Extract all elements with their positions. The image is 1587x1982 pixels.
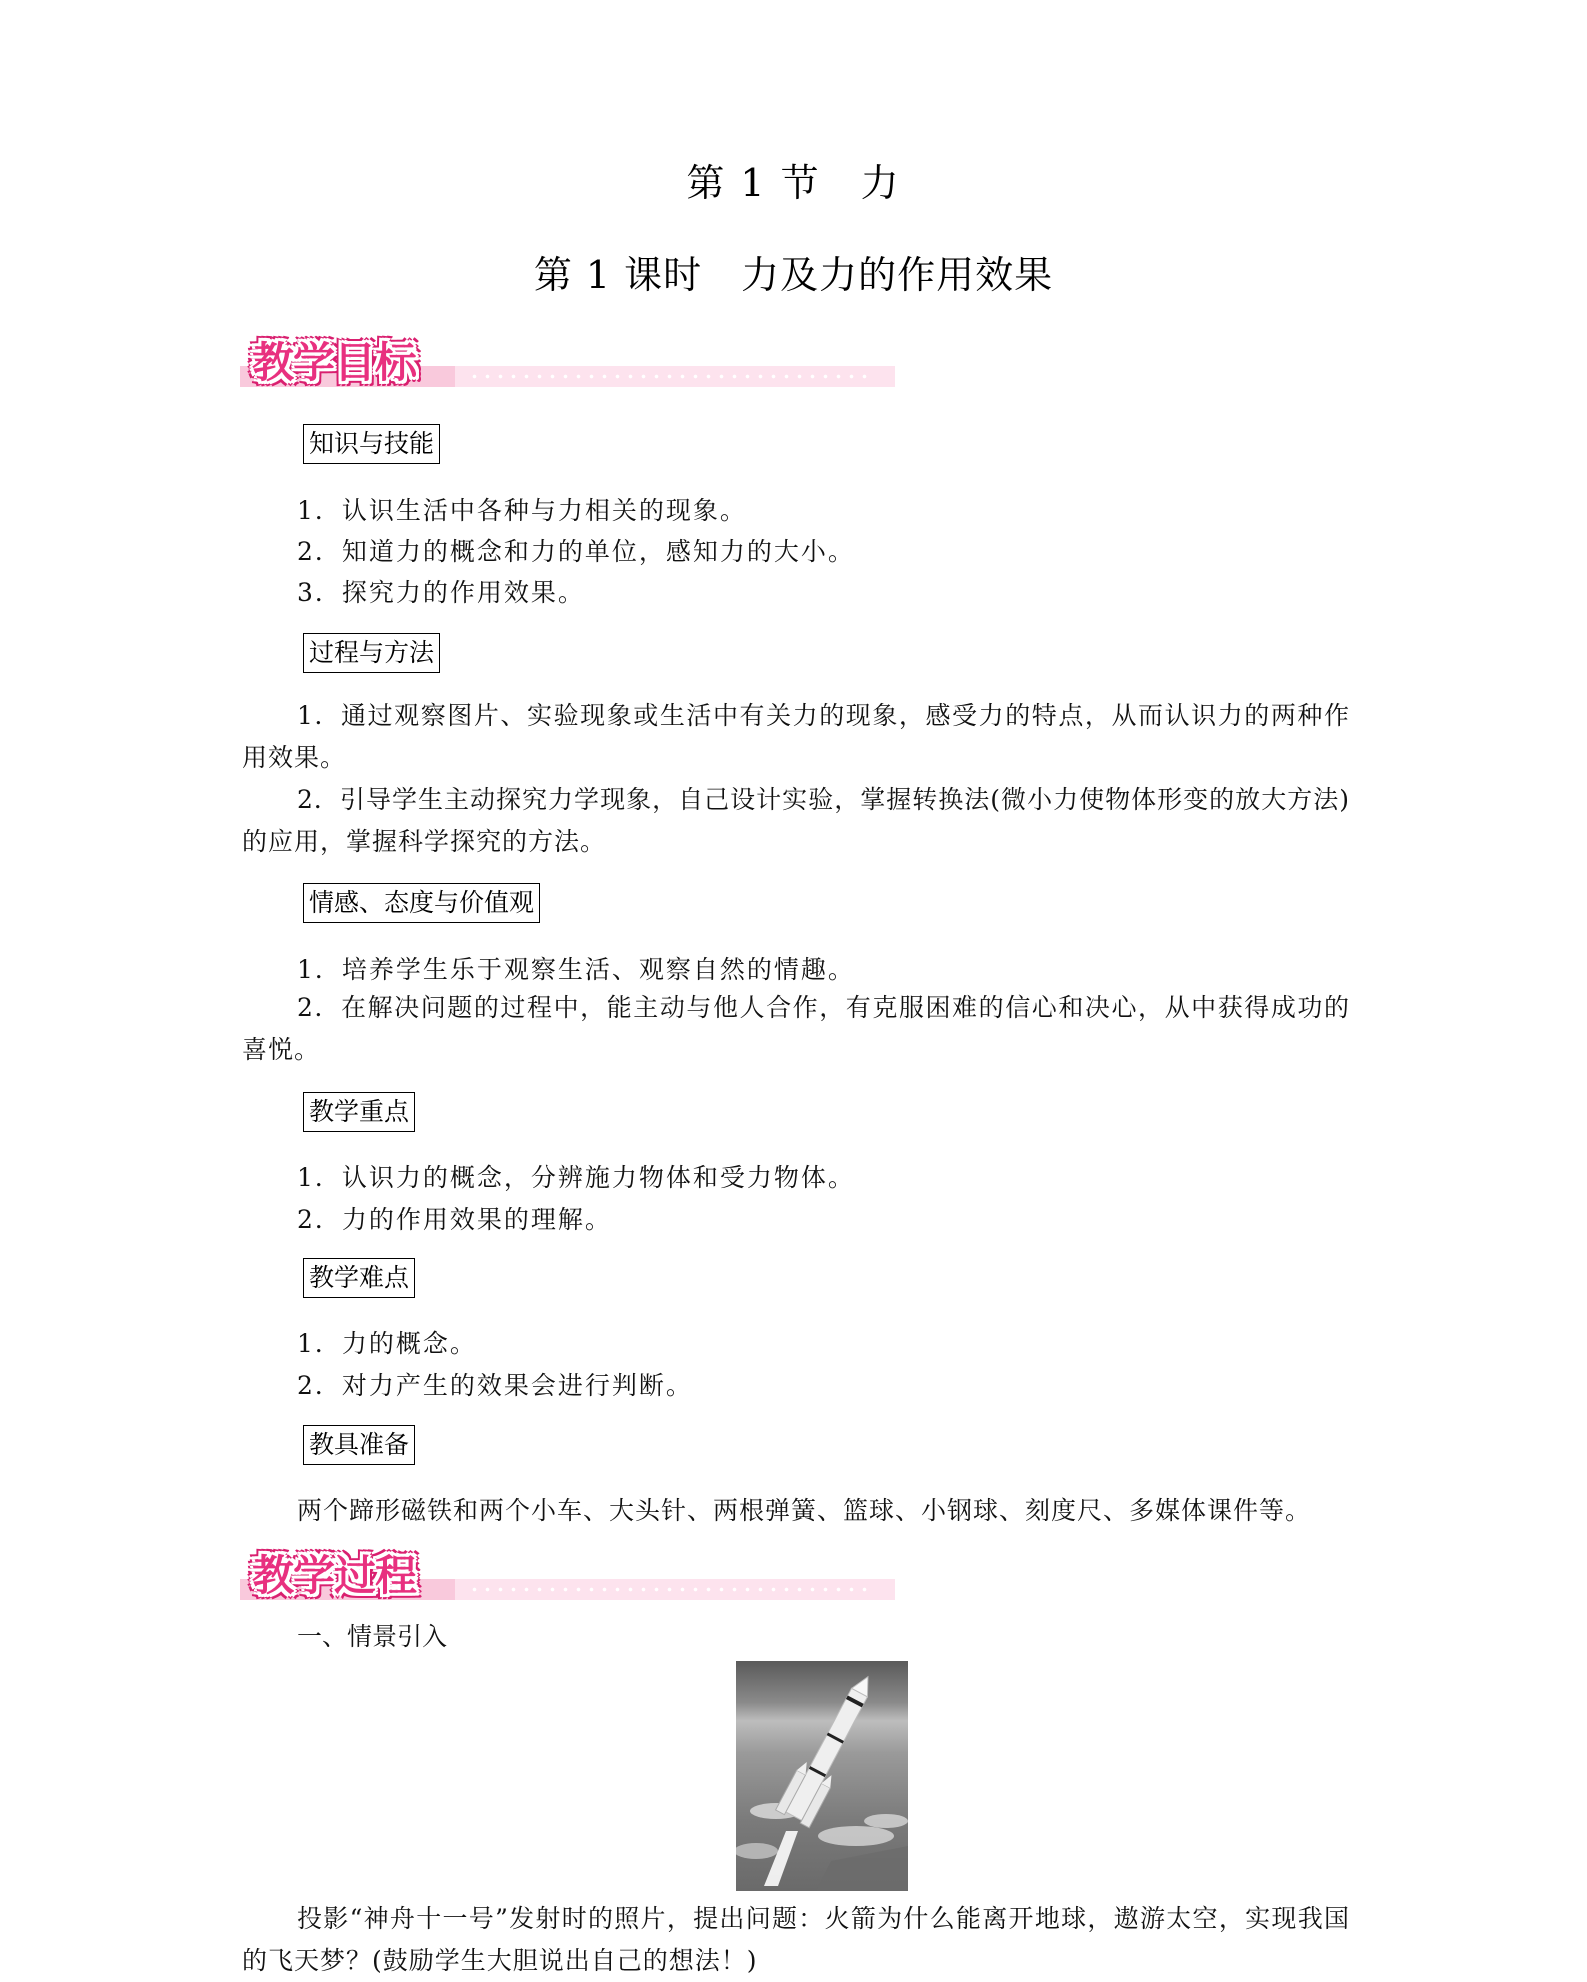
- rocket-launch-photo: [736, 1661, 908, 1891]
- banner-dots: [468, 1587, 868, 1592]
- process-methods-label: 过程与方法: [303, 633, 440, 673]
- process-item-2: 2．引导学生主动探究力学现象，自己设计实验，掌握转换法(微小力使物体形变的放大方法)的应用，掌握科学探究的方法。: [242, 785, 1350, 856]
- step1-heading: 一、情景引入: [297, 1622, 448, 1651]
- knowledge-item-3: 3．探究力的作用效果。: [297, 578, 585, 607]
- difficult-point-1: 1．力的概念。: [297, 1329, 477, 1358]
- key-point-1: 1．认识力的概念，分辨施力物体和受力物体。: [297, 1163, 855, 1192]
- teaching-aids-text: 两个蹄形磁铁和两个小车、大头针、两根弹簧、篮球、小钢球、刻度尺、多媒体课件等。: [297, 1496, 1312, 1525]
- emotion-item-1: 1．培养学生乐于观察生活、观察自然的情趣。: [297, 955, 855, 984]
- section-title: 第 1 节 力: [686, 161, 901, 205]
- teaching-aids-label: 教具准备: [303, 1425, 415, 1465]
- emotion-item-2: 2．在解决问题的过程中，能主动与他人合作，有克服困难的信心和决心，从中获得成功的喜悦。: [242, 993, 1350, 1064]
- knowledge-skills-label: 知识与技能: [303, 424, 440, 464]
- process-item-1: 1．通过观察图片、实验现象或生活中有关力的现象，感受力的特点，从而认识力的两种作用效果。: [242, 701, 1350, 772]
- objectives-banner: [240, 330, 895, 390]
- process-banner: [240, 1543, 895, 1603]
- difficult-point-2: 2．对力产生的效果会进行判断。: [297, 1371, 693, 1400]
- emotion-values-label: 情感、态度与价值观: [303, 883, 540, 923]
- process-banner-label: 教学过程: [252, 1551, 417, 1600]
- lesson-title: 第 1 课时 力及力的作用效果: [533, 253, 1054, 297]
- key-points-label: 教学重点: [303, 1092, 415, 1132]
- step1-paragraph: 投影“神舟十一号”发射时的照片，提出问题：火箭为什么能离开地球，遨游太空，实现我国的飞天梦？(鼓励学生大胆说出自己的想法！): [242, 1904, 1350, 1975]
- key-point-2: 2．力的作用效果的理解。: [297, 1205, 612, 1234]
- knowledge-item-2: 2．知道力的概念和力的单位，感知力的大小。: [297, 537, 855, 566]
- knowledge-item-1: 1．认识生活中各种与力相关的现象。: [297, 496, 747, 525]
- banner-dots: [468, 374, 868, 379]
- objectives-banner-label: 教学目标: [252, 338, 417, 387]
- difficult-points-label: 教学难点: [303, 1258, 415, 1298]
- rocket-illustration-icon: [736, 1661, 908, 1891]
